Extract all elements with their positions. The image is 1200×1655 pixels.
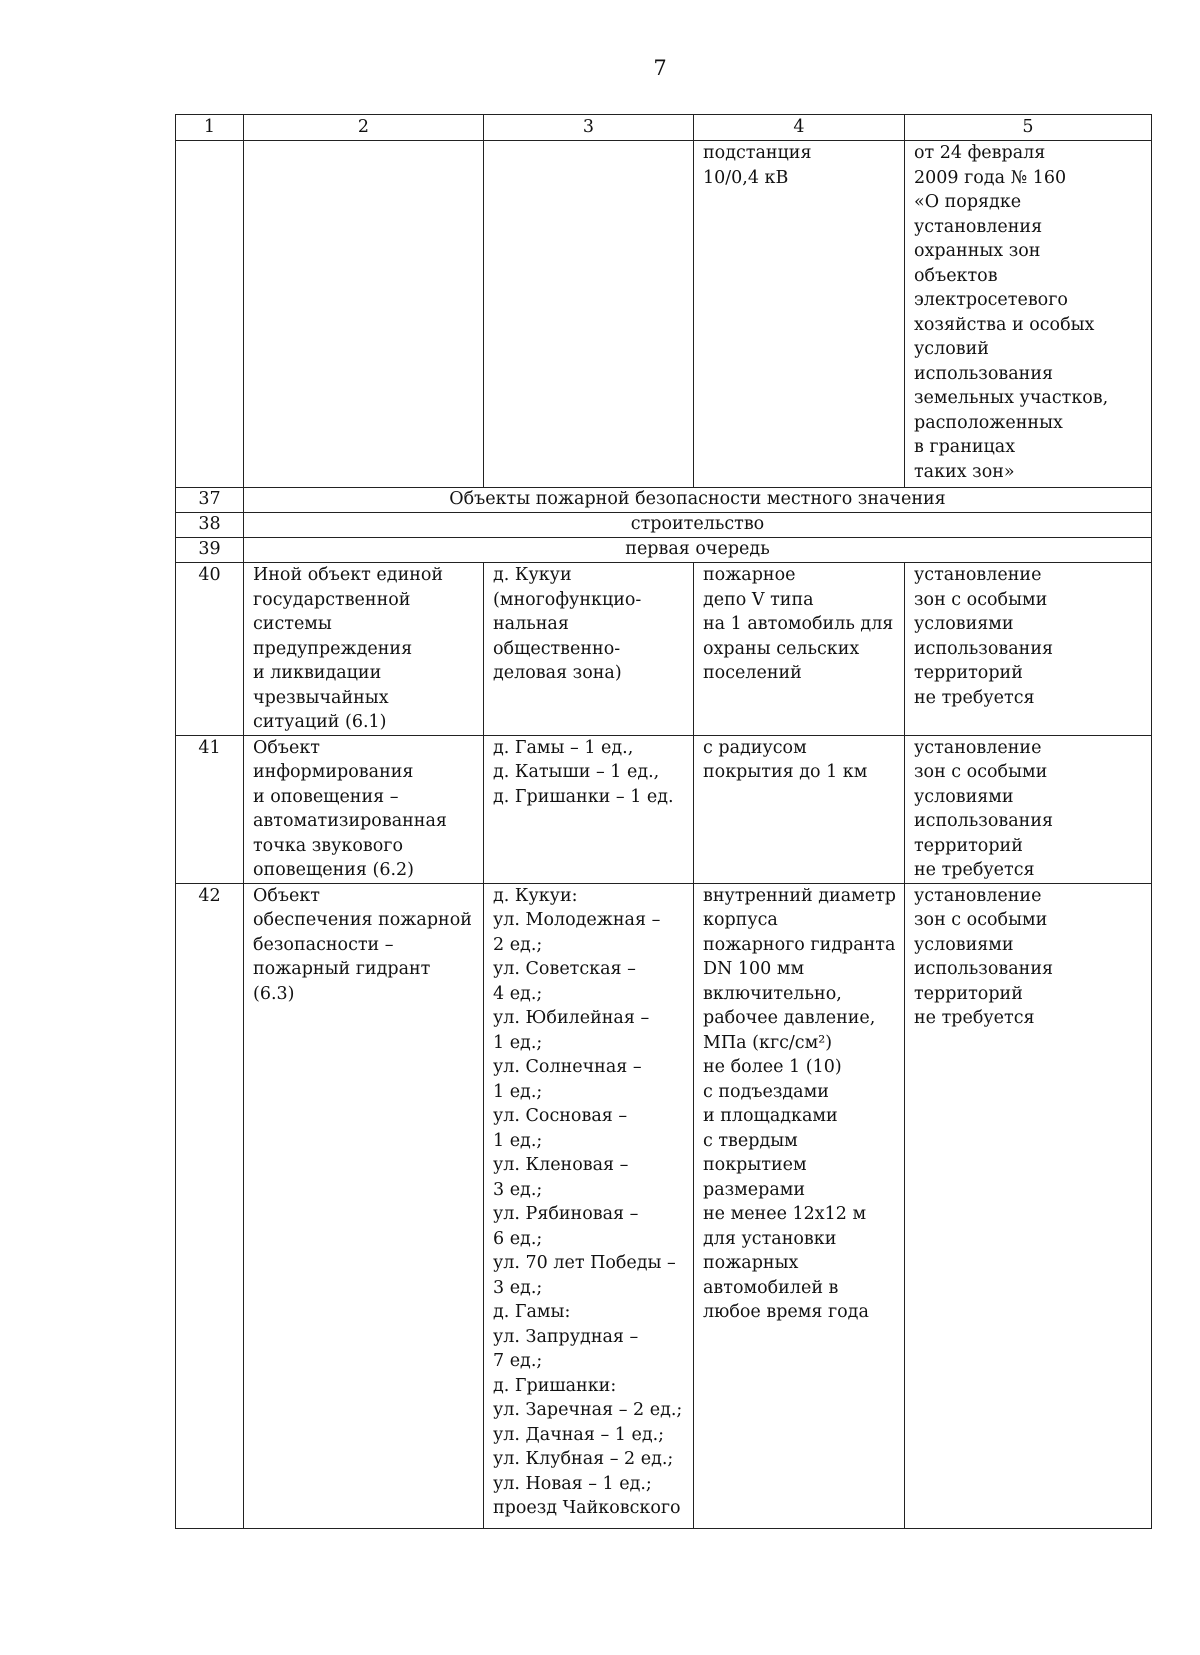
objects-table (175, 114, 1152, 1529)
table-row-41 (176, 735, 1152, 883)
characteristics-cell: внутренний диаметр корпуса пожарного гидранта DN 100 мм включительно, рабочее давление, МПа (кгс/см²) не более 1 (10) с подъездами и площадками с твердым покрытием размерами не менее 12х12 м для установки пожарных автомобилей в любое время года (694, 883, 905, 1528)
location-cell: д. Кукуи (многофункцио- нальная общественно- деловая зона) (484, 563, 694, 736)
header-cell-4: 4 (694, 115, 905, 141)
section-title: Объекты пожарной безопасности местного значения (244, 488, 1152, 513)
location-cell: д. Гамы – 1 ед., д. Катыши – 1 ед., д. Гришанки – 1 ед. (484, 735, 694, 883)
object-name-cell: Иной объект единой государственной системы предупреждения и ликвидации чрезвычайных ситуаций (6.1) (244, 563, 484, 736)
characteristics-cell: подстанция 10/0,4 кВ (694, 141, 905, 488)
row-number-cell: 41 (176, 735, 244, 883)
table-row-42 (176, 883, 1152, 1528)
section-row-38 (176, 513, 1152, 538)
row-number-cell: 37 (176, 488, 244, 513)
header-row (176, 115, 1152, 141)
row-number-cell: 40 (176, 563, 244, 736)
section-title: строительство (244, 513, 1152, 538)
table-row-40 (176, 563, 1152, 736)
section-row-37 (176, 488, 1152, 513)
row-number-cell: 39 (176, 538, 244, 563)
zones-cell: установление зон с особыми условиями использования территорий не требуется (905, 563, 1152, 736)
location-cell (484, 141, 694, 488)
header-cell-3: 3 (484, 115, 694, 141)
section-row-39 (176, 538, 1152, 563)
header-cell-5: 5 (905, 115, 1152, 141)
object-name-cell: Объект информирования и оповещения – автоматизированная точка звукового оповещения (6.2) (244, 735, 484, 883)
section-title: первая очередь (244, 538, 1152, 563)
characteristics-cell: с радиусом покрытия до 1 км (694, 735, 905, 883)
table-row (176, 141, 1152, 488)
header-cell-2: 2 (244, 115, 484, 141)
zones-cell: установление зон с особыми условиями использования территорий не требуется (905, 735, 1152, 883)
row-number-cell: 42 (176, 883, 244, 1528)
header-cell-1: 1 (176, 115, 244, 141)
characteristics-cell: пожарное депо V типа на 1 автомобиль для охраны сельских поселений (694, 563, 905, 736)
object-name-cell (244, 141, 484, 488)
object-name-cell: Объект обеспечения пожарной безопасности – пожарный гидрант (6.3) (244, 883, 484, 1528)
row-number-cell: 38 (176, 513, 244, 538)
location-cell: д. Кукуи: ул. Молодежная – 2 ед.; ул. Советская – 4 ед.; ул. Юбилейная – 1 ед.; ул. Солнечная – 1 ед.; ул. Сосновая – 1 ед.; ул. Кленовая – 3 ед.; ул. Рябиновая – 6 ед.; ул. 70 лет Победы – 3 ед.; д. Гамы: ул. Запрудная – 7 ед.; д. Гришанки: ул. Заречная – 2 ед.; ул. Дачная – 1 ед.; ул. Клубная – 2 ед.; ул. Новая – 1 ед.; проезд Чайковского (484, 883, 694, 1528)
zones-cell: от 24 февраля 2009 года № 160 «О порядке установления охранных зон объектов электросетевого хозяйства и особых условий использования земельных участков, расположенных в границах таких зон» (905, 141, 1152, 488)
page-number: 7 (653, 56, 667, 80)
zones-cell: установление зон с особыми условиями использования территорий не требуется (905, 883, 1152, 1528)
row-number-cell (176, 141, 244, 488)
